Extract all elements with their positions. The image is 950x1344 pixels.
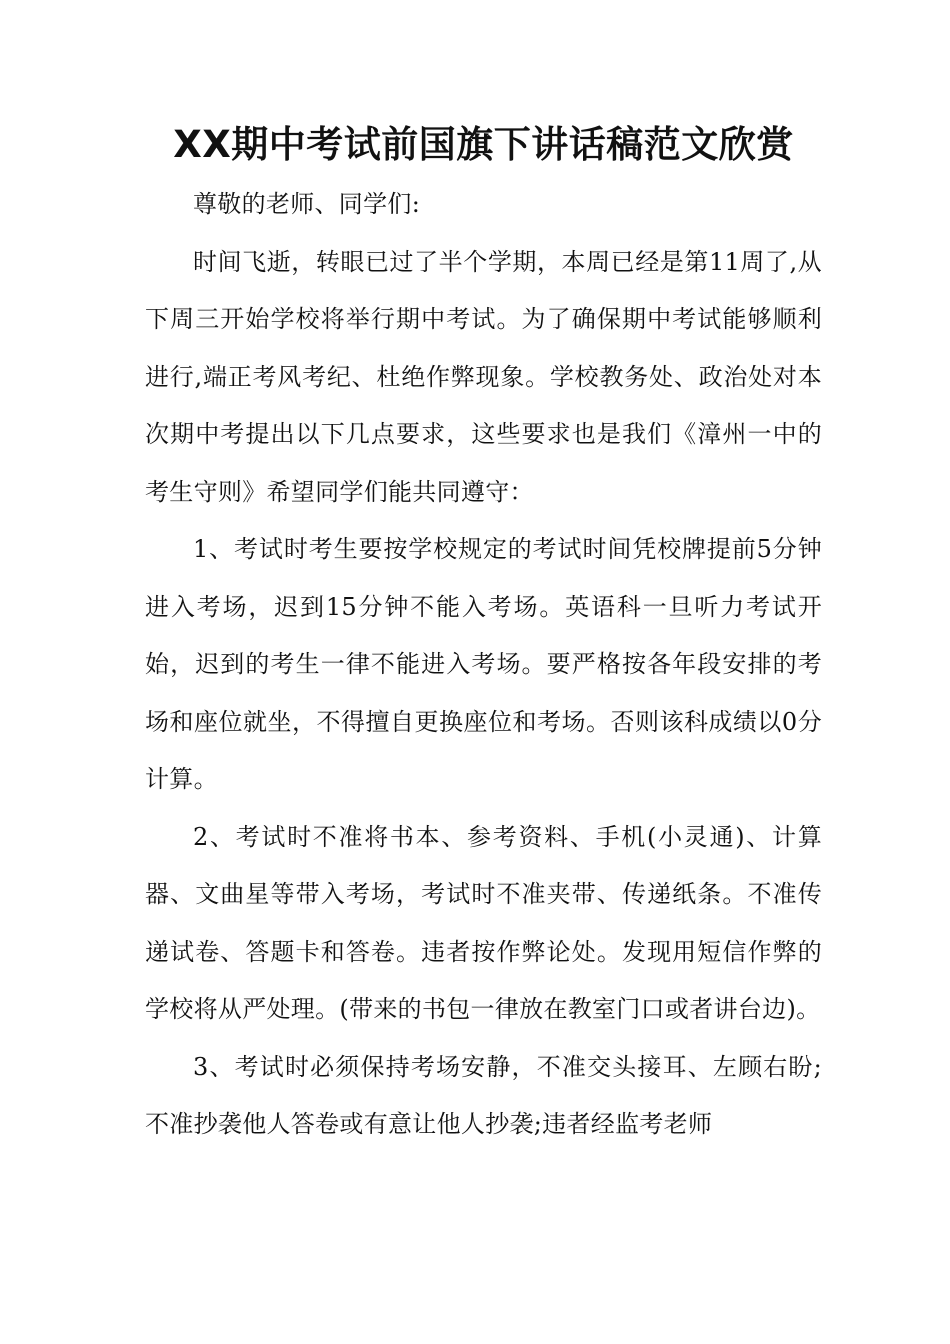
document-title: XX期中考试前国旗下讲话稿范文欣赏 [173,123,794,166]
document-body [145,176,822,1154]
paragraph-rule-2: 2、考试时不准将书本、参考资料、手机(小灵通)、计算器、文曲星等带入考场，考试时不准夹带、传递纸条。不准传递试卷、答题卡和答卷。违者按作弊论处。发现用短信作弊的学校将从严处理。(带来的书包一律放在教室门口或者讲台边)。 [145,822,822,1023]
greeting: 尊敬的老师、同学们: [193,190,421,218]
paragraph-rule-1: 1、考试时考生要按学校规定的考试时间凭校牌提前5分钟进入考场，迟到15分钟不能入考场。英语科一旦听力考试开始，迟到的考生一律不能进入考场。要严格按各年段安排的考场和座位就坐，不得擅自更换座位和考场。否则该科成绩以0分计算。 [145,535,822,793]
paragraph-rule-3: 3、考试时必须保持考场安静，不准交头接耳、左顾右盼;不准抄袭他人答卷或有意让他人抄袭;违者经监考老师 [145,1052,822,1138]
paragraph-intro: 时间飞逝，转眼已过了半个学期，本周已经是第11周了,从下周三开始学校将举行期中考试。为了确保期中考试能够顺利进行,端正考风考纪、杜绝作弊现象。学校教务处、政治处对本次期中考提出以下几点要求，这些要求也是我们《漳州一中的考生守则》希望同学们能共同遵守： [145,247,822,506]
